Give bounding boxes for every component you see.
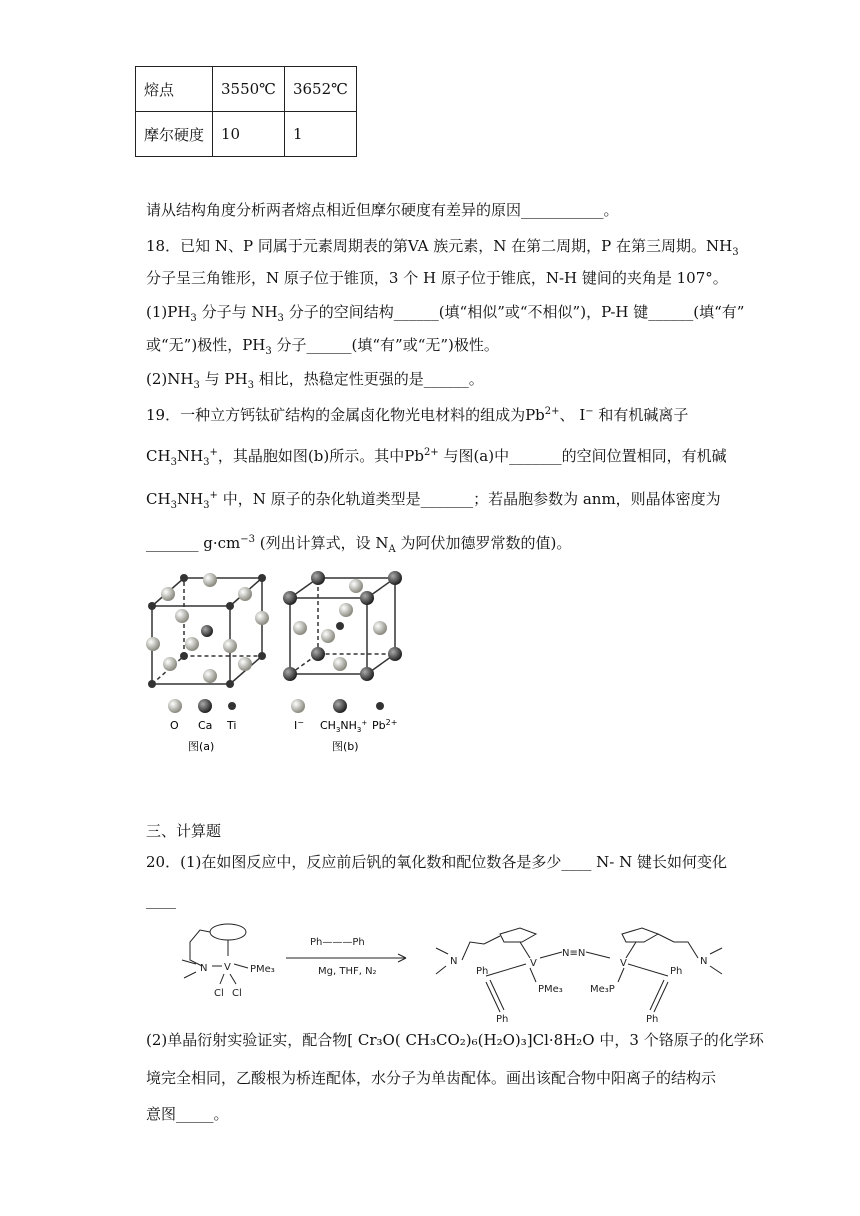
legend-label: Ca <box>198 719 213 732</box>
text-span: (1)PH <box>146 303 191 321</box>
superscript: + <box>361 719 368 727</box>
subscript: 3 <box>193 380 200 391</box>
property-table <box>135 66 357 157</box>
superscript: 2+ <box>385 718 398 727</box>
legend-a <box>168 699 236 753</box>
text-span: 或“无”)极性，PH <box>146 336 266 354</box>
atom-label: Ph <box>646 1014 659 1024</box>
superscript: 2+ <box>544 406 560 417</box>
table-cell: 摩尔硬度 <box>136 112 213 157</box>
subscript: 3 <box>356 726 362 734</box>
legend-text: CH <box>320 719 336 732</box>
atom-label: V <box>620 958 627 969</box>
section-heading: 三、计算题 <box>146 822 222 840</box>
superscript: + <box>209 490 218 501</box>
superscript: 2+ <box>423 447 439 458</box>
text-span: 为阿伏加德罗常数的值)。 <box>395 534 572 552</box>
subscript: 3 <box>190 313 197 324</box>
subscript: 3 <box>265 346 272 357</box>
q18-line5 <box>146 369 484 396</box>
text-span: 中，N 原子的杂化轨道类型是_______；若晶胞参数为 anm，则晶体密度为 <box>217 490 721 508</box>
legend-text: NH <box>340 719 357 732</box>
q20-line2: ____ <box>146 891 176 909</box>
text-span: 和有机碱离子 <box>593 406 689 424</box>
legend-text: I <box>294 719 298 732</box>
table-cell: 3550℃ <box>213 67 285 112</box>
legend-b <box>291 699 397 753</box>
atom-label: N <box>700 956 708 967</box>
atom-label: N <box>450 956 458 967</box>
table-row <box>136 67 357 112</box>
perovskite-figure <box>140 566 430 756</box>
table-row <box>136 112 357 157</box>
subscript: 3 <box>203 457 210 468</box>
q18-line3 <box>146 302 744 329</box>
atom-label: V <box>530 958 537 969</box>
subscript: 3 <box>732 247 739 258</box>
atoms-b <box>283 571 402 681</box>
text-span: ，其晶胞如图(b)所示。其中Pb <box>217 447 424 465</box>
text-span: (2)NH <box>146 370 194 388</box>
q19-line4 <box>146 530 571 560</box>
arrow-reagent-top: Ph———Ph <box>310 937 365 948</box>
legend-label <box>294 718 304 732</box>
q20-line1: 20．(1)在如图反应中，反应前后钒的氧化数和配位数各是多少____ N- N 键长如何变化 <box>146 853 727 871</box>
text-span: CH <box>146 447 171 465</box>
text-span: NH <box>176 447 204 465</box>
reaction-arrow <box>286 954 406 962</box>
subscript: 3 <box>247 380 254 391</box>
table-cell: 3652℃ <box>284 67 356 112</box>
atom-label: V <box>224 962 231 973</box>
atoms-a <box>146 573 269 688</box>
reaction-scheme <box>170 912 740 1024</box>
atom-label: N <box>200 963 208 974</box>
subscript: 3 <box>170 457 177 468</box>
superscript: − <box>297 718 304 727</box>
q20-part2-line3: 意图_____。 <box>146 1105 229 1123</box>
legend-label: O <box>170 719 179 732</box>
atom-label: PMe₃ <box>250 964 275 975</box>
atom-label: PMe₃ <box>538 984 563 995</box>
superscript: − <box>585 406 594 417</box>
q17-prompt: 请从结构角度分析两者熔点相近但摩尔硬度有差异的原因___________。 <box>146 201 619 219</box>
text-span: (列出计算式，设 N <box>255 534 389 552</box>
text-span: 19．一种立方钙钛矿结构的金属卤化物光电材料的组成为Pb <box>146 406 545 424</box>
superscript: −3 <box>240 534 256 545</box>
legend-text: Pb <box>372 719 386 732</box>
legend-label <box>320 719 367 734</box>
q19-line2 <box>146 443 727 473</box>
subscript: 3 <box>335 726 341 734</box>
text-span: 与图(a)中_______的空间位置相同，有机碱 <box>438 447 727 465</box>
atom-label: N≡N <box>562 948 586 959</box>
text-span: 18．已知 N、P 同属于元素周期表的第VA 族元素，N 在第二周期，P 在第三周期。NH <box>146 237 733 255</box>
table-cell: 10 <box>213 112 285 157</box>
superscript: + <box>209 447 218 458</box>
atom-label: Ph <box>496 1014 509 1024</box>
q20-part2-line1: (2)单晶衍射实验证实，配合物[ Cr₃O( CH₃CO₂)₆(H₂O)₃]Cl·8H₂O 中，3 个铬原子的化学环 <box>146 1031 764 1049</box>
figure-caption: 图(b) <box>332 740 359 753</box>
figure-caption: 图(a) <box>188 740 215 753</box>
q20-part2-line2: 境完全相同，乙酸根为桥连配体，水分子为单齿配体。画出该配合物中阳离子的结构示 <box>146 1069 717 1087</box>
reactant-structure <box>182 924 248 984</box>
table-cell: 熔点 <box>136 67 213 112</box>
subscript: 3 <box>203 500 210 511</box>
q18-line2: 分子呈三角锥形，N 原子位于锥顶，3 个 H 原子位于锥底，N-H 键间的夹角是 107°。 <box>146 269 728 287</box>
subscript: 3 <box>170 500 177 511</box>
text-span: 与 PH <box>199 370 248 388</box>
arrow-reagent-bottom: Mg, THF, N₂ <box>318 966 377 977</box>
text-span: CH <box>146 490 171 508</box>
text-span: 分子______(填“有”或“无”)极性。 <box>271 336 499 354</box>
legend-label <box>372 718 397 732</box>
subscript: 3 <box>277 313 284 324</box>
text-span: NH <box>176 490 204 508</box>
subscript: A <box>388 544 396 555</box>
q19-line3 <box>146 486 721 516</box>
text-span: _______ g·cm <box>146 534 241 552</box>
text-span: 相比，热稳定性更强的是______。 <box>253 370 484 388</box>
text-span: 、 I <box>559 406 586 424</box>
text-span: 分子的空间结构______(填“相似”或“不相似”)，P-H 键______(填“有” <box>283 303 745 321</box>
atom-label: Cl <box>232 988 242 999</box>
atom-label: Me₃P <box>590 984 615 995</box>
atom-label: Cl <box>214 988 224 999</box>
q18-line1 <box>146 236 739 263</box>
atom-label: Ph <box>670 966 683 977</box>
table-cell: 1 <box>284 112 356 157</box>
text-span: 分子与 NH <box>196 303 278 321</box>
legend-label: Ti <box>227 719 237 732</box>
atom-label: Ph <box>476 966 489 977</box>
q18-line4 <box>146 335 499 362</box>
q19-line1 <box>146 402 688 425</box>
